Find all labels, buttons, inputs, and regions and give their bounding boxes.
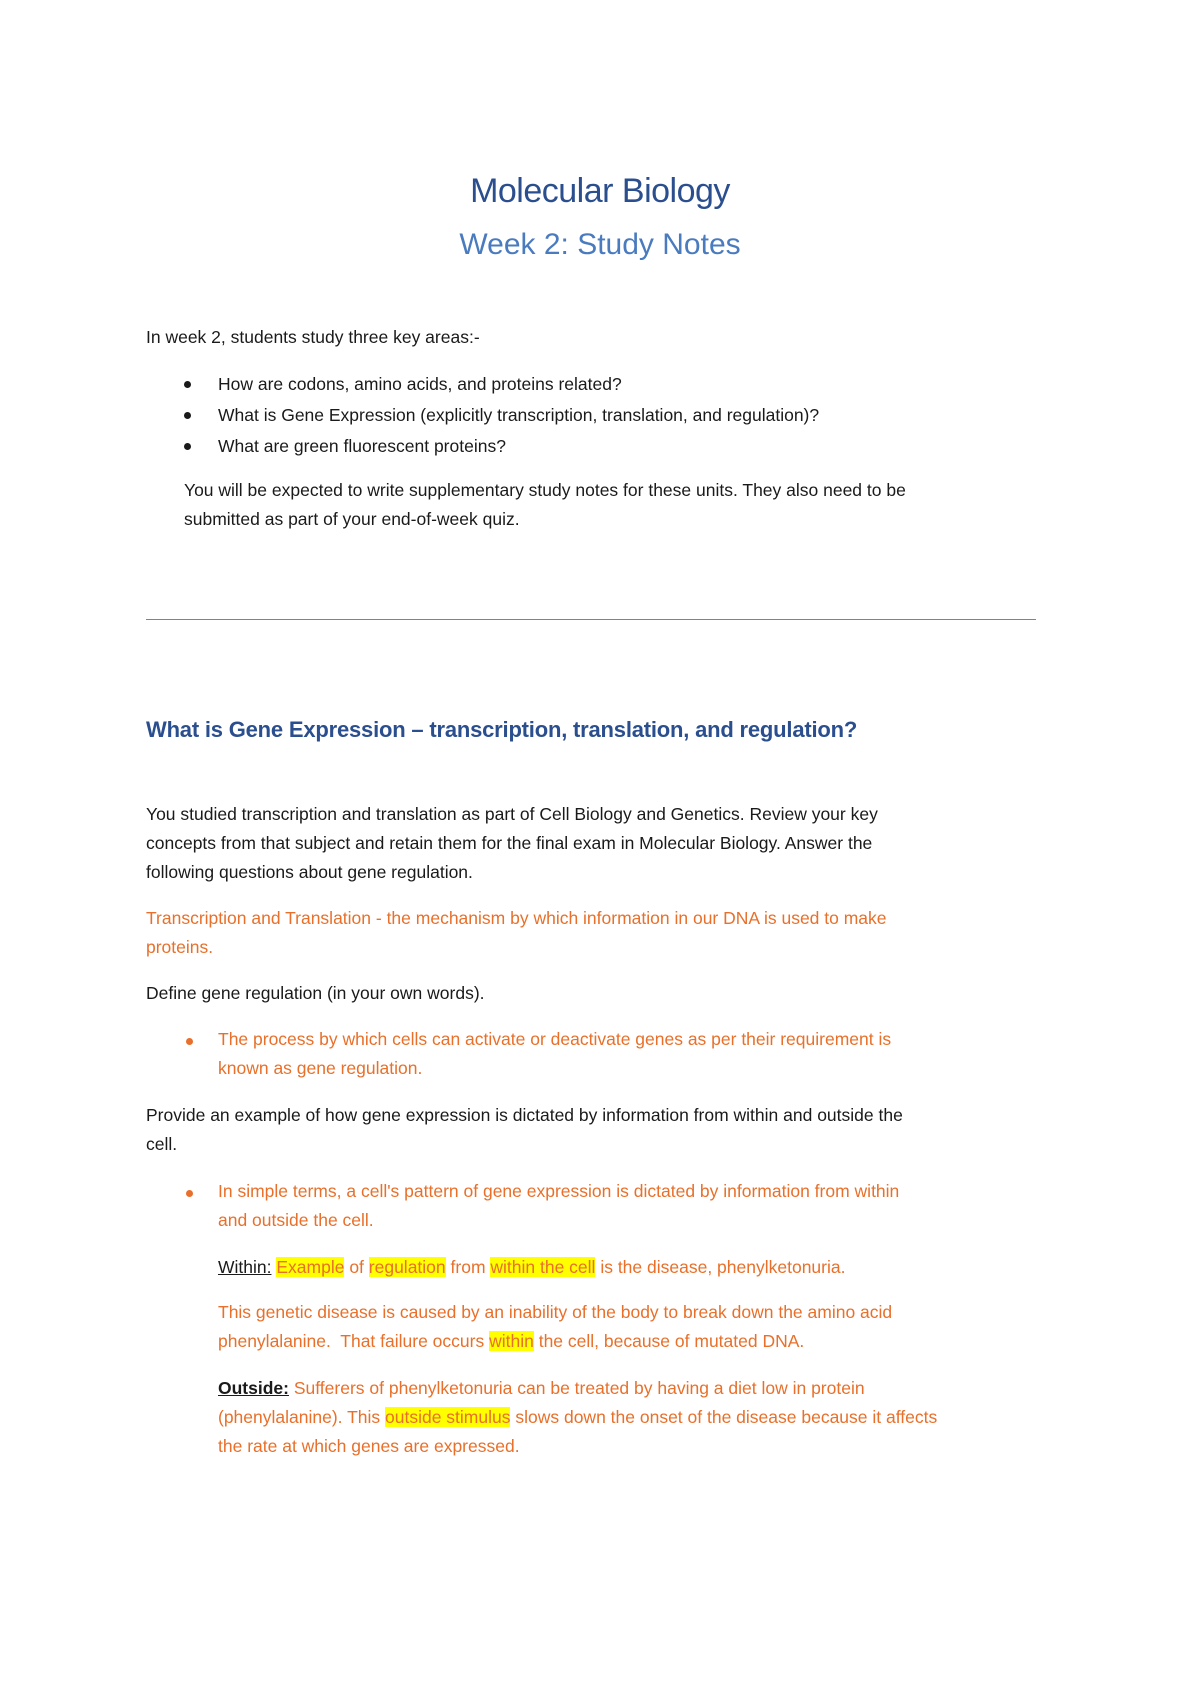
within-label: Within:	[218, 1257, 272, 1277]
highlight-example: Example	[276, 1257, 345, 1277]
tt-definition-line-1: Transcription and Translation - the mechanism by which information in our DNA is used to make	[146, 908, 887, 928]
example-prompt-line-2: cell.	[146, 1134, 178, 1154]
outside-line-3: the rate at which genes are expressed.	[218, 1436, 520, 1456]
highlight-within-cell: within the cell	[490, 1257, 596, 1277]
bullet-icon	[184, 381, 191, 388]
within-line: Within: Example of regulation from within the cell is the disease, phenylketonuria.	[218, 1257, 846, 1277]
bullet-icon	[184, 443, 191, 450]
intro-lead: In week 2, students study three key areas:-	[146, 327, 480, 347]
define-answer-line-2: known as gene regulation.	[218, 1058, 423, 1078]
bullet-icon	[186, 1190, 193, 1197]
review-line-1: You studied transcription and translation as part of Cell Biology and Genetics. Review your key	[146, 804, 878, 824]
review-line-2: concepts from that subject and retain them for the final exam in Molecular Biology. Answer the	[146, 833, 873, 853]
document-subtitle: Week 2: Study Notes	[459, 228, 741, 261]
list-item: What is Gene Expression (explicitly transcription, translation, and regulation)?	[184, 400, 819, 431]
key-areas-list	[184, 369, 819, 462]
within-para-line-2: phenylalanine. That failure occurs within the cell, because of mutated DNA.	[218, 1331, 805, 1351]
example-answer-line-2: and outside the cell.	[218, 1210, 374, 1230]
list-item: How are codons, amino acids, and proteins related?	[184, 369, 819, 400]
tt-definition-line-2: proteins.	[146, 937, 214, 957]
bullet-icon	[186, 1038, 193, 1045]
outside-line-1: Outside: Sufferers of phenylketonuria can be treated by having a diet low in protein	[218, 1378, 865, 1398]
outside-line-2: (phenylalanine). This outside stimulus slows down the onset of the disease because it affects	[218, 1407, 938, 1427]
highlight-regulation: regulation	[368, 1257, 446, 1277]
highlight-within: within	[489, 1331, 534, 1351]
review-line-3: following questions about gene regulation.	[146, 862, 473, 882]
outside-label: Outside:	[218, 1378, 289, 1398]
expectation-line-2: submitted as part of your end-of-week quiz.	[184, 509, 520, 529]
list-item: What are green fluorescent proteins?	[184, 431, 819, 462]
define-answer-line-1: The process by which cells can activate or deactivate genes as per their requirement is	[218, 1029, 892, 1049]
example-prompt-line-1: Provide an example of how gene expression is dictated by information from within and outside the	[146, 1105, 903, 1125]
document-title: Molecular Biology	[470, 172, 730, 210]
within-para-line-1: This genetic disease is caused by an inability of the body to break down the amino acid	[218, 1302, 893, 1322]
define-prompt: Define gene regulation (in your own words).	[146, 983, 485, 1003]
horizontal-divider	[146, 619, 1036, 620]
example-answer-line-1: In simple terms, a cell's pattern of gene expression is dictated by information from within	[218, 1181, 900, 1201]
bullet-icon	[184, 412, 191, 419]
section-heading: What is Gene Expression – transcription, translation, and regulation?	[146, 717, 858, 742]
expectation-line-1: You will be expected to write supplementary study notes for these units. They also need to be	[184, 480, 906, 500]
highlight-outside-stimulus: outside stimulus	[385, 1407, 511, 1427]
